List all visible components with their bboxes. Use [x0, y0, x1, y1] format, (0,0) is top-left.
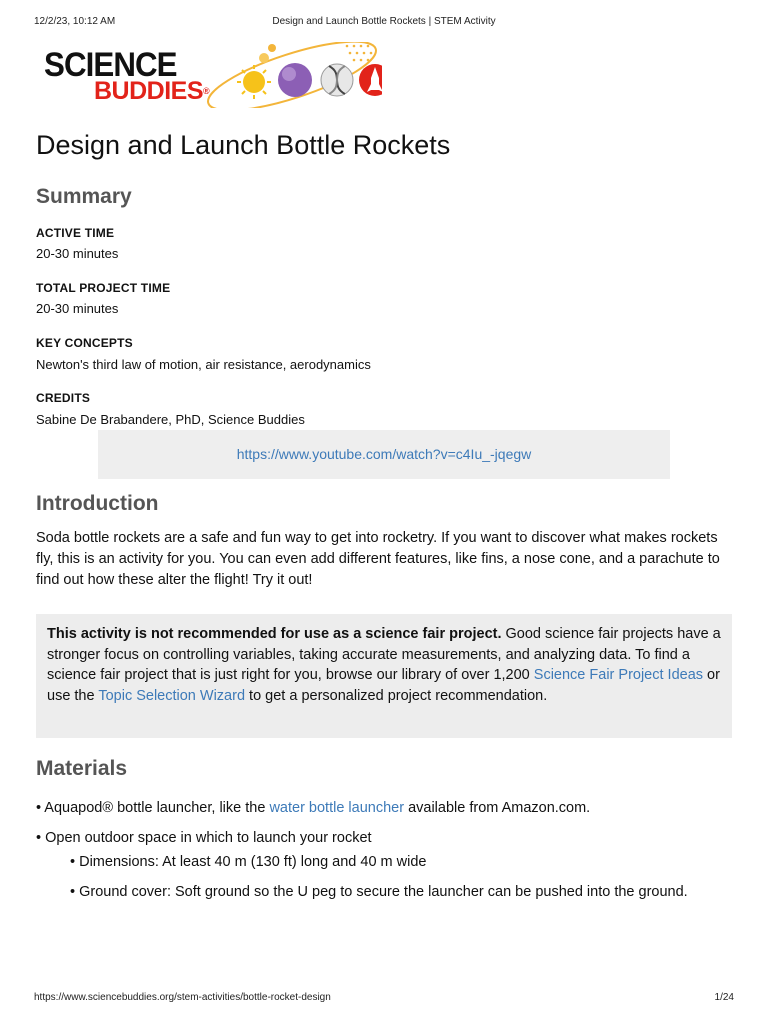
key-concepts-value: Newton's third law of motion, air resistance, aerodynamics	[36, 357, 371, 372]
credits-label: CREDITS	[36, 391, 91, 405]
credits-value: Sabine De Brabandere, PhD, Science Buddies	[36, 412, 305, 427]
logo-science-icons	[192, 42, 382, 108]
logo-word-science: SCIENCE	[44, 46, 177, 84]
science-fair-note-text: This activity is not recommended for use as a science fair project. Good science fair projects have a stronger focus on controlling variables, taking accurate measurements, and analyzing data. To find a science fair project that is just right for you, browse our library of over 1,200 Science Fair Project Ideas or use the Topic Selection Wizard to get a personalized project recommendation.	[47, 626, 721, 704]
total-time-label: TOTAL PROJECT TIME	[36, 281, 171, 295]
note-bold-text: This activity is not recommended for use as a science fair project.	[47, 626, 502, 642]
active-time-label: ACTIVE TIME	[36, 226, 115, 240]
sub-list-item: • Dimensions: At least 40 m (130 ft) long and 40 m wide	[70, 854, 427, 870]
introduction-heading: Introduction	[36, 492, 159, 515]
list-item: • Aquapod® bottle launcher, like the water bottle launcher available from Amazon.com.	[36, 800, 591, 816]
total-time-value: 20-30 minutes	[36, 301, 119, 316]
key-concepts-label: KEY CONCEPTS	[36, 336, 133, 350]
moon-icon	[259, 53, 269, 63]
video-link[interactable]: https://www.youtube.com/watch?v=c4Iu_-jqegw	[236, 446, 532, 462]
summary-heading: Summary	[36, 185, 132, 208]
small-planet-icon	[268, 44, 276, 52]
print-page-title: Design and Launch Bottle Rockets | STEM Activity	[272, 16, 496, 27]
introduction-text: Soda bottle rockets are a safe and fun way to get into rocketry. If you want to discover what makes rockets fly, this is an activity for you. You can even add different features, like fins, a nose cone, and a parachute to find out how these alter the flight! Try it out!	[36, 530, 720, 588]
materials-heading: Materials	[36, 757, 128, 780]
science-fair-note-box	[36, 614, 732, 738]
print-footer	[34, 992, 734, 1006]
print-date: 12/2/23, 10:12 AM	[34, 16, 116, 27]
print-header	[34, 16, 734, 30]
video-embed-box	[98, 430, 670, 479]
rocket-icon	[359, 64, 382, 96]
print-footer-url: https://www.sciencebuddies.org/stem-activities/bottle-rocket-design	[34, 992, 331, 1003]
dots-decoration-icon	[346, 45, 373, 62]
water-bottle-launcher-link[interactable]: water bottle launcher	[269, 800, 405, 816]
sub-list-item: • Ground cover: Soft ground so the U peg to secure the launcher can be pushed into the ground.	[70, 884, 688, 900]
list-item: • Open outdoor space in which to launch your rocket	[36, 830, 372, 846]
active-time-value: 20-30 minutes	[36, 246, 119, 261]
purple-planet-icon	[278, 63, 312, 97]
page-number: 1/24	[714, 992, 734, 1003]
sun-icon	[237, 65, 271, 99]
page-title: Design and Launch Bottle Rockets	[36, 130, 451, 160]
science-fair-project-ideas-link[interactable]: Science Fair Project Ideas	[533, 667, 704, 683]
science-buddies-logo[interactable]	[44, 42, 374, 108]
topic-selection-wizard-link[interactable]: Topic Selection Wizard	[98, 687, 246, 704]
logo-word-buddies: BUDDIES®	[94, 77, 210, 105]
dna-icon	[321, 64, 353, 96]
